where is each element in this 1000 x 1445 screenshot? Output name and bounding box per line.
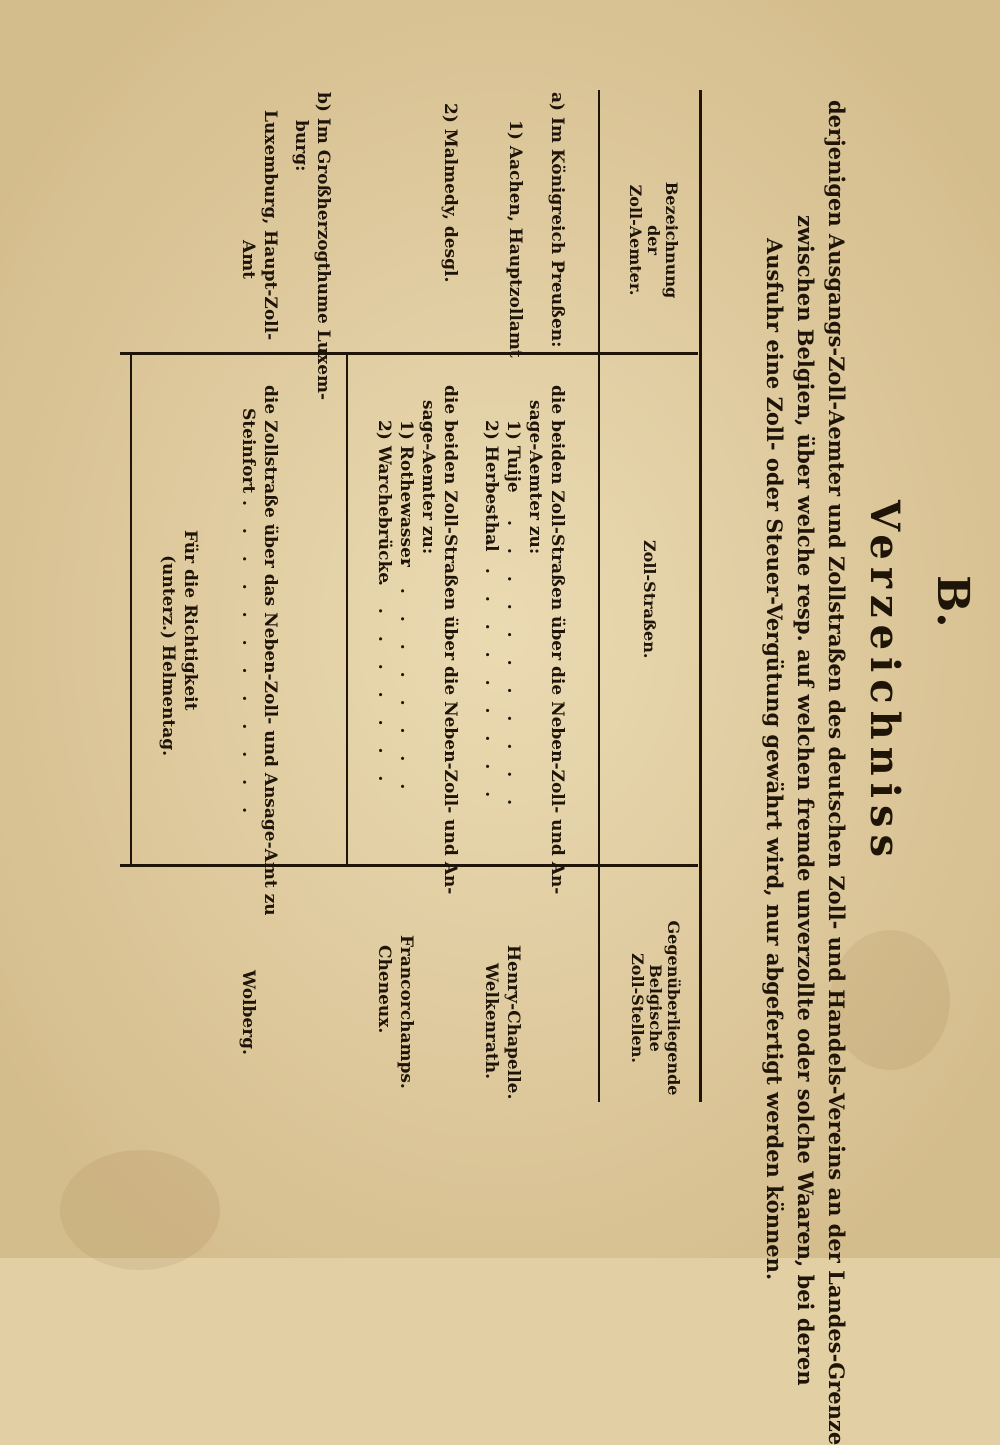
station-henry-chapelle: Henry-Chapelle.: [503, 945, 523, 1100]
road-malmedy-line2: sage-Aemter zu:: [418, 400, 438, 555]
station-cheneux: Cheneux.: [374, 945, 394, 1034]
section-b-title-line2: burg:: [291, 120, 311, 172]
office-luxemburg-line1: Luxemburg, Haupt-Zoll-: [260, 110, 280, 341]
leader-dots: ........: [374, 580, 394, 804]
road-aachen-line1: die beiden Zoll-Straßen über die Neben-Zoll- und An-: [547, 385, 567, 895]
subtitle-line: derjenigen Ausgangs-Zoll-Aemter und Zollstraßen des deutschen Zoll- und Handels-Vereins an der Landes-Grenze: [824, 100, 849, 1445]
column-divider: [120, 352, 698, 355]
road-malmedy-sub2: 2) Warchebrücke: [374, 420, 394, 584]
section-a-title: a) Im Königreich Preußen:: [547, 92, 567, 348]
station-wolberg: Wolberg.: [238, 970, 258, 1055]
section-label: B.: [927, 575, 978, 628]
table-top-rule: [699, 90, 702, 1102]
office-luxemburg-line2: Amt: [238, 240, 258, 280]
road-luxemburg-line2: Steinfort: [238, 408, 258, 494]
road-malmedy-sub1: 1) Rothewasser: [396, 420, 416, 567]
section-b-title-line1: b) Im Großherzogthume Luxem-: [313, 92, 333, 401]
column-header-offices: Bezeichnung der Zoll-Aemter.: [626, 181, 681, 299]
road-malmedy-line1: die beiden Zoll-Straßen über die Neben-Zoll- und An-: [440, 385, 460, 895]
leader-dots: ............: [238, 500, 258, 836]
certification-line1: Für die Richtigkeit: [180, 530, 200, 711]
office-malmedy: 2) Malmedy, desgl.: [440, 103, 460, 283]
station-francorchamps: Francorchamps.: [396, 935, 416, 1089]
subtitle-line: Ausfuhr eine Zoll- oder Steuer-Vergütung gewährt wird, nur abgefertigt werden können.: [762, 238, 787, 1281]
table-bottom-rule: [130, 355, 132, 867]
road-aachen-line2: sage-Aemter zu:: [525, 400, 545, 555]
column-header-stations: Gegenüberliegende Belgische Zoll-Stellen.: [628, 920, 683, 1096]
leader-dots: .........: [396, 560, 416, 812]
certification-signature: (unterz.) Helmentag.: [158, 555, 178, 757]
table-header-rule: [598, 90, 600, 1102]
section-rule: [346, 355, 348, 867]
subtitle-line: zwischen Belgien, über welche resp. auf welchen fremde unverzollte oder solche Waaren, bei deren: [793, 215, 818, 1386]
column-divider: [120, 864, 698, 867]
station-welkenrath: Welkenrath.: [481, 963, 501, 1080]
column-header-roads: Zoll-Straßen.: [640, 540, 659, 659]
road-aachen-sub1: 1) Tuije: [503, 420, 523, 493]
document-heading: Verzeichniss: [861, 500, 908, 864]
road-aachen-sub2: 2) Herbesthal: [481, 420, 501, 552]
road-luxemburg-line1: die Zollstraße über das Neben-Zoll- und Ansage-Amt zu: [260, 385, 280, 916]
office-aachen: 1) Aachen, Hauptzollamt: [505, 120, 525, 358]
leader-dots: ..........: [481, 540, 501, 820]
leader-dots: ...........: [503, 520, 523, 828]
